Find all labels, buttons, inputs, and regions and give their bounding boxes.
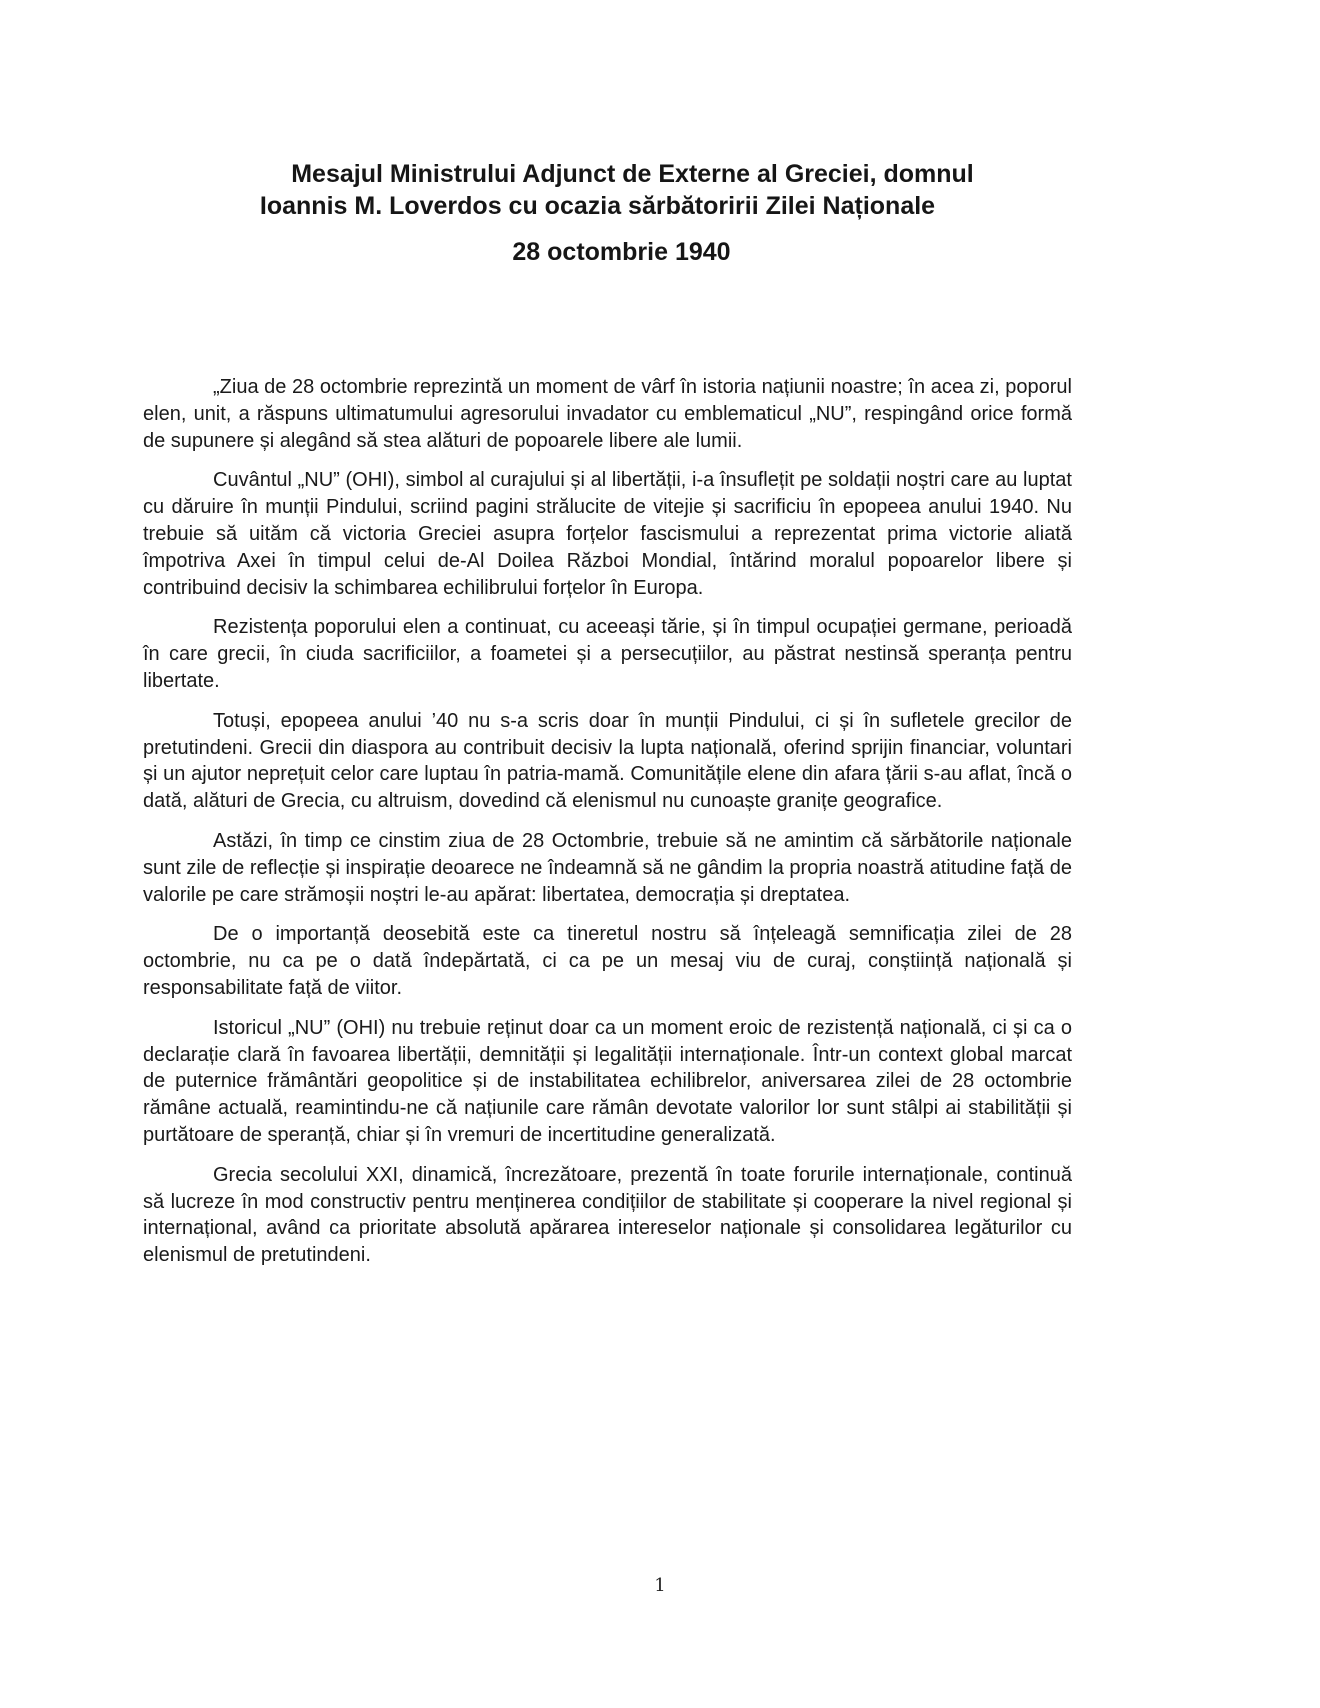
paragraph-7: Istoricul „NU” (OHI) nu trebuie reținut doar ca un moment eroic de rezistență națională, ci și ca o declarație clară în favoarea libertății, demnității și legalității internaționale. Într-un context global marcat de puternice frământări geopolitice și de instabilitatea echilibrelor, aniversarea zilei de 28 octombrie rămâne actuală, reamintindu-ne că națiunile care rămân devotate valorilor lor sunt stâlpi ai stabilității și purtătoare de speranță, chiar și în vremuri de incertitudine generalizată.	[143, 1016, 1072, 1146]
document-title	[143, 158, 1072, 268]
paragraph-1: „Ziua de 28 octombrie reprezintă un moment de vârf în istoria națiunii noastre; în acea zi, poporul elen, unit, a răspuns ultimatumului agresorului invadator cu emblematicul „NU”, respingând orice formă de supunere și alegând să stea alături de popoarele libere ale lumii.	[143, 376, 1072, 452]
paragraph-4: Totuși, epopeea anului ’40 nu s-a scris doar în munții Pindului, ci și în sufletele grecilor de pretutindeni. Grecii din diaspora au contribuit decisiv la lupta națională, oferind sprijin financiar, voluntari și un ajutor neprețuit celor care luptau în patria-mamă. Comunitățile elene din afara țării s-au aflat, încă o dată, alături de Grecia, cu altruism, dovedind că elenismul nu cunoaște granițe geografice.	[143, 709, 1072, 813]
document-body	[143, 374, 1072, 1282]
paragraph-6: De o importanță deosebită este ca tineretul nostru să înțeleagă semnificația zilei de 28 octombrie, nu ca pe o dată îndepărtată, ci ca pe un mesaj viu de curaj, conștiință națională și responsabilitate față de viitor.	[143, 923, 1072, 999]
title-line-1: Mesajul Ministrului Adjunct de Externe al Greciei, domnul	[291, 160, 974, 188]
paragraph-3: Rezistența poporului elen a continuat, cu aceeași tărie, și în timpul ocupației germane, perioadă în care grecii, în ciuda sacrificiilor, a foametei și a persecuțiilor, au păstrat nestinsă speranța pentru libertate.	[143, 616, 1072, 692]
page-number: 1	[654, 1575, 666, 1596]
paragraph-5: Astăzi, în timp ce cinstim ziua de 28 Octombrie, trebuie să ne amintim că sărbătorile naționale sunt zile de reflecție și inspirație deoarece ne îndeamnă să ne gândim la propria noastră atitudine față de valorile pe care strămoșii noștri le-au apărat: libertatea, democrația și dreptatea.	[143, 829, 1072, 906]
title-line-2: Ioannis M. Loverdos cu ocazia sărbătoririi Zilei Naționale	[259, 192, 936, 220]
paragraph-8: Grecia secolului XXI, dinamică, încrezătoare, prezentă în toate forurile internaționale, continuă să lucreze în mod constructiv pentru menținerea condițiilor de stabilitate și cooperare la nivel regional și internațional, având ca prioritate absolută apărarea intereselor naționale și consolidarea legăturilor cu elenismul de pretutindeni.	[143, 1163, 1072, 1267]
paragraph-2: Cuvântul „NU” (OHI), simbol al curajului și al libertății, i-a însuflețit pe soldații noștri care au luptat cu dăruire în munții Pindului, scriind pagini strălucite de vitejie și sacrificiu în epopeea anului 1940. Nu trebuie să uităm că victoria Greciei asupra forțelor fascismului a reprezentat prima victorie aliată împotriva Axei în timpul celui de-Al Doilea Război Mondial, întărind moralul popoarelor libere și contribuind decisiv la schimbarea echilibrului forțelor în Europa.	[143, 469, 1072, 599]
title-date: 28 octombrie 1940	[512, 238, 731, 266]
